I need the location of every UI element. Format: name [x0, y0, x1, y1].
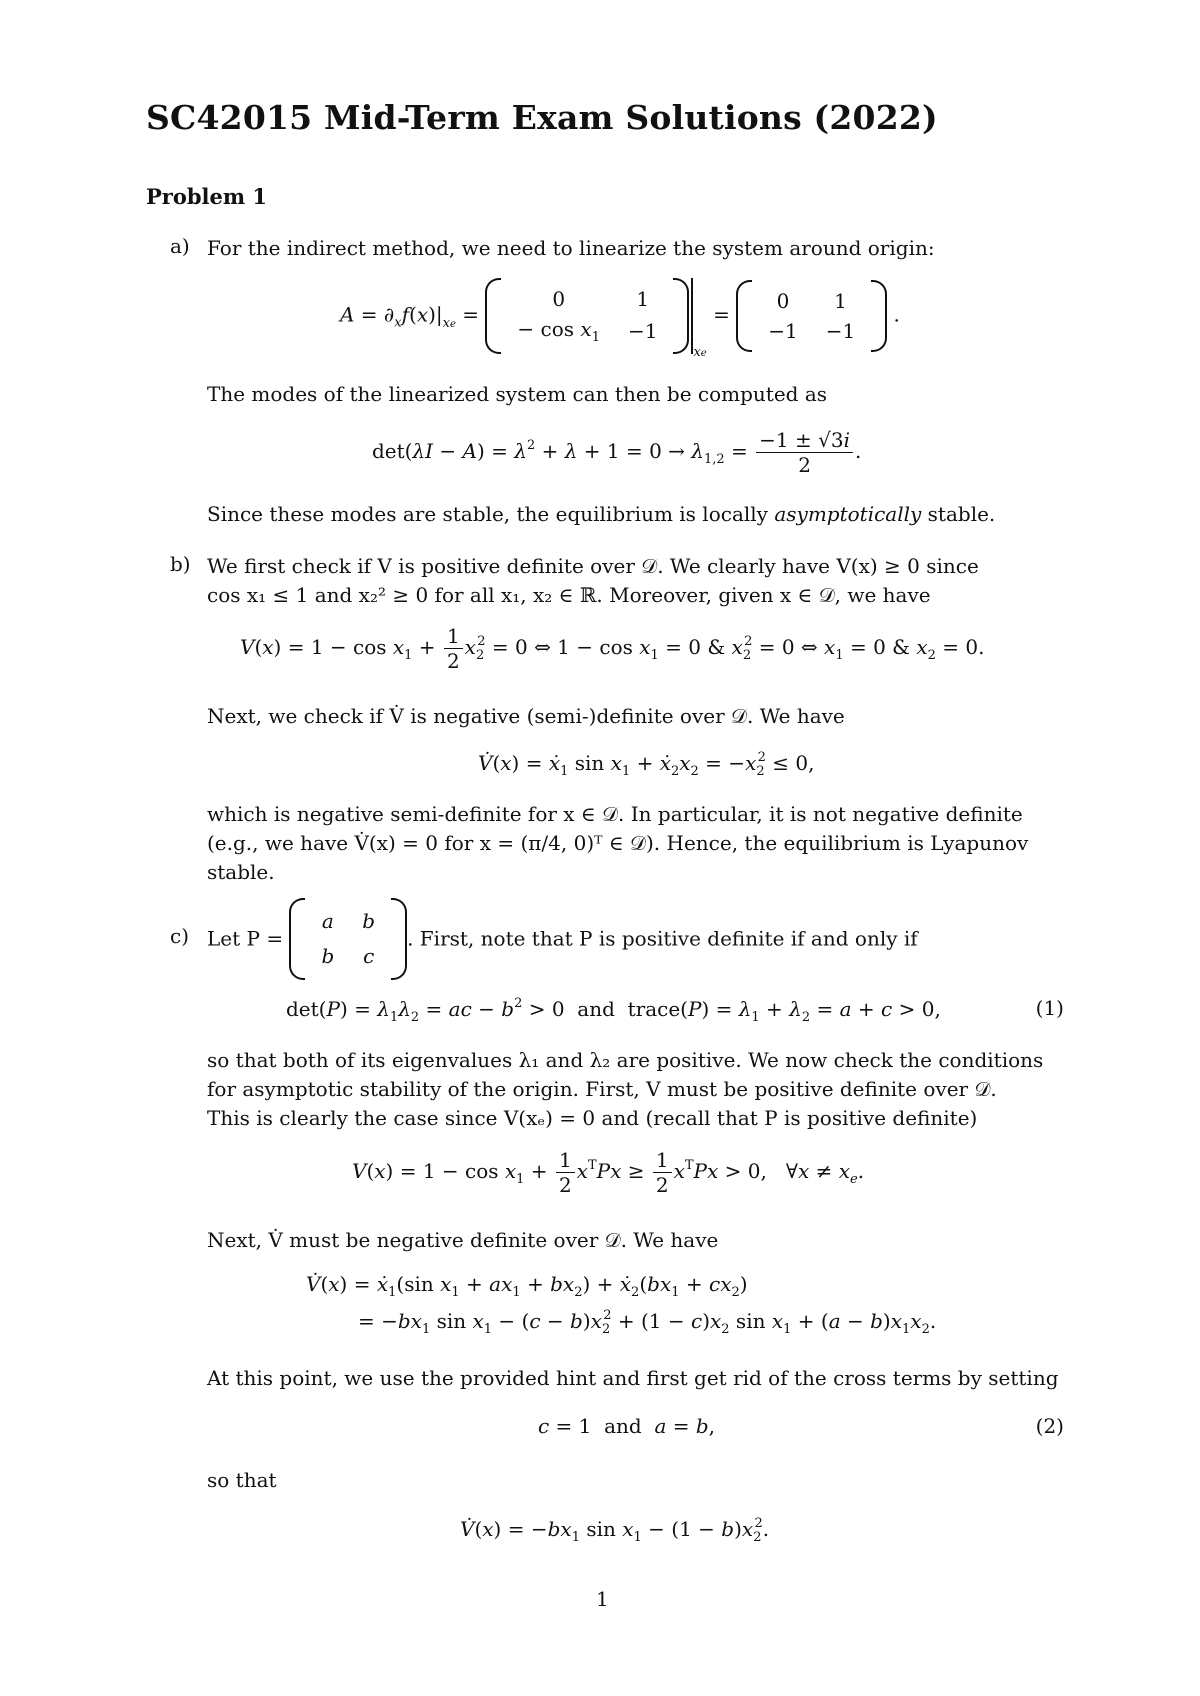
part-b-after2: (e.g., we have V̇(x) = 0 for x = (π/4, 0)ᵀ ∈ 𝒟). Hence, the equilibrium is Lyapunov [207, 831, 1029, 855]
part-b-label: b) [170, 552, 191, 576]
part-c-so-that: so that [207, 1468, 277, 1492]
part-a-modes-intro: The modes of the linearized system can then be computed as [207, 382, 827, 406]
characteristic-equation: $\det(\lambda I - A) = \lambda^2 + \lambda + 1 = 0 \to \lambda_{1,2}$ = $\frac{-1 \pm √3i}{2}$ . [372, 428, 862, 477]
part-c-hint: At this point, we use the provided hint and first get rid of the cross terms by setting [207, 1366, 1059, 1390]
part-a-label: a) [170, 234, 190, 258]
page-number: 1 [596, 1587, 609, 1611]
part-b-after1: which is negative semi-definite for x ∈ 𝒟. In particular, it is not negative definite [207, 802, 1023, 826]
vdot-final-equation: V̇(x) = $-bx_1$ $\sin x_1 - (1 - b)x_2^2$. [460, 1516, 770, 1545]
part-c-let: Let P = a b b c . First, note that P is positive definite if and only if [207, 904, 918, 974]
part-a-conclusion: Since these modes are stable, the equilibrium is locally asymptotically stable. [207, 502, 996, 526]
part-b-line2: cos x₁ ≤ 1 and x₂² ≥ 0 for all x₁, x₂ ∈ ℝ. Moreover, given x ∈ 𝒟, we have [207, 583, 931, 607]
part-c-after2: for asymptotic stability of the origin. First, V must be positive definite over 𝒟. [207, 1077, 997, 1101]
part-a-intro: For the indirect method, we need to linearize the system around origin: [207, 236, 935, 260]
vdot-equation-c-line2: = $-bx_1$ $\sin x_1 - (c - b)x_2^2 + (1 - c)x_2$ $\sin x_1 + (a - b)x_1x_2$. [358, 1308, 937, 1337]
part-b-after3: stable. [207, 860, 275, 884]
p-matrix: a b b c [289, 904, 407, 974]
lyapunov-positive-equation: $V(x) = 1 - \cos x_1$ + $\frac{1}{2}$ $x^TPx$ ≥ $\frac{1}{2}$ $x^TPx > 0$, ∀x ≠ $x_e$. [352, 1148, 865, 1197]
positive-definite-condition: $\det(P) = \lambda_1\lambda_2$ = ac − $b^2 > 0$ and trace(P) = $\lambda_1 + \lambda_2 = a + c > 0$, [286, 996, 941, 1025]
lyapunov-zero-equation: $V(x) = 1 - \cos x_1$ + $\frac{1}{2}$ $x_2^2 = 0$ ⇔ $1 - \cos x_1 = 0$ & $x_2^2 = 0$ ⇔ $x_1 = 0$ & $x_2 = 0$. [240, 624, 985, 673]
vdot-equation-c-line1: V̇(x) = ẋ$_1$(sin $x_1 + ax_1 + bx_2$) + $ẋ_2(bx_1 + cx_2)$ [306, 1272, 748, 1300]
equation-number-1: (1) [1035, 996, 1064, 1020]
vdot-equation-b: V̇(x) = ẋ$_1$ $\sin x_1$ + $ẋ_2x_2 = -x_2^2 \le 0$, [478, 750, 815, 779]
equation-number-2: (2) [1035, 1414, 1064, 1438]
part-c-label: c) [170, 924, 190, 948]
linearized-matrix: 0 1 −1 −1 [736, 286, 887, 346]
part-b-line1: We first check if V is positive definite over 𝒟. We clearly have V(x) ≥ 0 since [207, 554, 979, 578]
hint-equation: c = 1 and a = b, [538, 1414, 716, 1438]
part-c-after3: This is clearly the case since V(xₑ) = 0 and (recall that P is positive definite) [207, 1106, 978, 1130]
jacobian-equation: $A = \partial_xf(x)|_{xe}$ = 0 1 − $\cos x_1$ −1 $_{xe}$ = 0 1 −1 −1 . [340, 278, 900, 360]
part-b-next: Next, we check if V̇ is negative (semi-)definite over 𝒟. We have [207, 704, 845, 728]
part-c-next: Next, V̇ must be negative definite over 𝒟. We have [207, 1228, 719, 1252]
jacobian-matrix: 0 1 − $\cos x_1$ −1 [485, 284, 689, 348]
problem-heading: Problem 1 [146, 184, 268, 209]
part-c-after1: so that both of its eigenvalues λ₁ and λ₂ are positive. We now check the conditions [207, 1048, 1044, 1072]
page-title: SC42015 Mid-Term Exam Solutions (2022) [146, 98, 938, 137]
